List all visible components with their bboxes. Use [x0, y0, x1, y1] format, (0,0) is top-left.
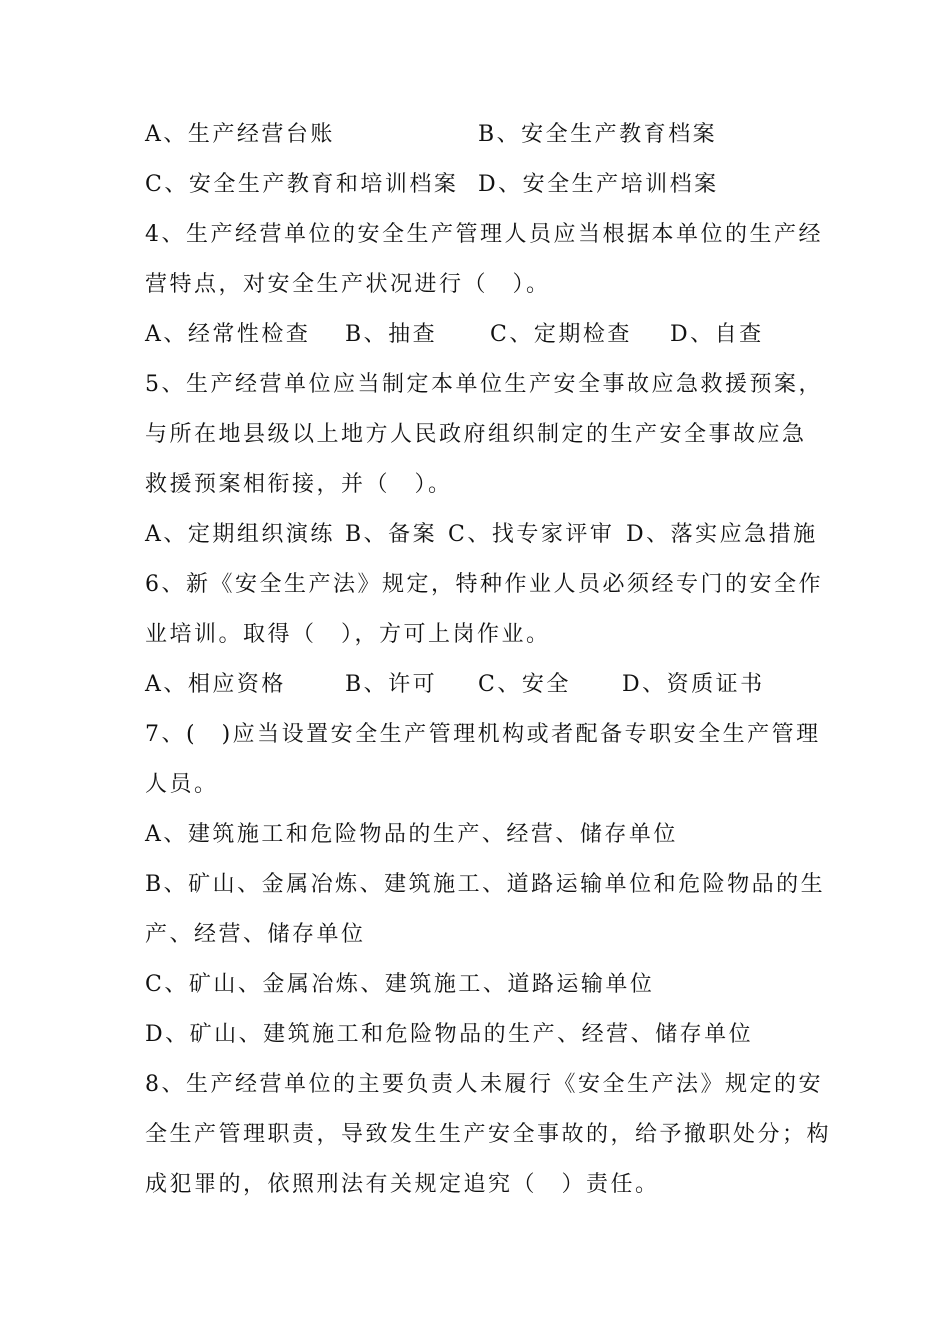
q5-text-line3: 救援预案相衔接，并（ ）。 [145, 472, 453, 497]
q5-text-line1: 5、生产经营单位应当制定本单位生产安全事故应急救援预案， [145, 372, 823, 397]
q8-text-line2: 全生产管理职责，导致发生生产安全事故的，给予撤职处分；构 [145, 1122, 832, 1147]
q6-option-d: D、资质证书 [622, 672, 765, 697]
q3-option-a: A、生产经营台账 [145, 122, 335, 147]
q8-text-line3: 成犯罪的，依照刑法有关规定追究（ ）责任。 [145, 1172, 660, 1197]
q5-option-d: D、落实应急措施 [626, 522, 818, 547]
q5-option-c: C、找专家评审 [448, 522, 615, 547]
q4-option-c: C、定期检查 [490, 322, 632, 347]
q7-text-line2: 人员。 [145, 772, 219, 797]
q4-text-line1: 4、生产经营单位的安全生产管理人员应当根据本单位的生产经 [145, 222, 823, 247]
q3-option-c: C、安全生产教育和培训档案 [145, 172, 459, 197]
q6-text-line1: 6、新《安全生产法》规定，特种作业人员必须经专门的安全作 [145, 572, 823, 597]
q7-option-d: D、矿山、建筑施工和危险物品的生产、经营、储存单位 [145, 1022, 754, 1047]
q7-option-b-line1: B、矿山、金属冶炼、建筑施工、道路运输单位和危险物品的生 [145, 872, 826, 897]
q8-text-line1: 8、生产经营单位的主要负责人未履行《安全生产法》规定的安 [145, 1072, 823, 1097]
q4-option-b: B、抽查 [345, 322, 438, 347]
q6-option-b: B、许可 [345, 672, 438, 697]
q4-option-a: A、经常性检查 [145, 322, 311, 347]
q3-option-d: D、安全生产培训档案 [478, 172, 719, 197]
q4-text-line2: 营特点，对安全生产状况进行（ ）。 [145, 272, 551, 297]
q7-option-a: A、建筑施工和危险物品的生产、经营、储存单位 [145, 822, 678, 847]
q3-option-b: B、安全生产教育档案 [478, 122, 718, 147]
q7-text-line1: 7、( )应当设置安全生产管理机构或者配备专职安全生产管理 [145, 722, 821, 747]
q5-option-b: B、备案 [345, 522, 438, 547]
q6-text-line2: 业培训。取得（ ），方可上岗作业。 [145, 622, 551, 647]
q7-option-c: C、矿山、金属冶炼、建筑施工、道路运输单位 [145, 972, 655, 997]
q6-option-a: A、相应资格 [145, 672, 286, 697]
q6-option-c: C、安全 [478, 672, 571, 697]
q5-option-a: A、定期组织演练 [145, 522, 335, 547]
q7-option-b-line2: 产、经营、储存单位 [145, 922, 366, 947]
q5-text-line2: 与所在地县级以上地方人民政府组织制定的生产安全事故应急 [145, 422, 807, 447]
q4-option-d: D、自查 [670, 322, 764, 347]
